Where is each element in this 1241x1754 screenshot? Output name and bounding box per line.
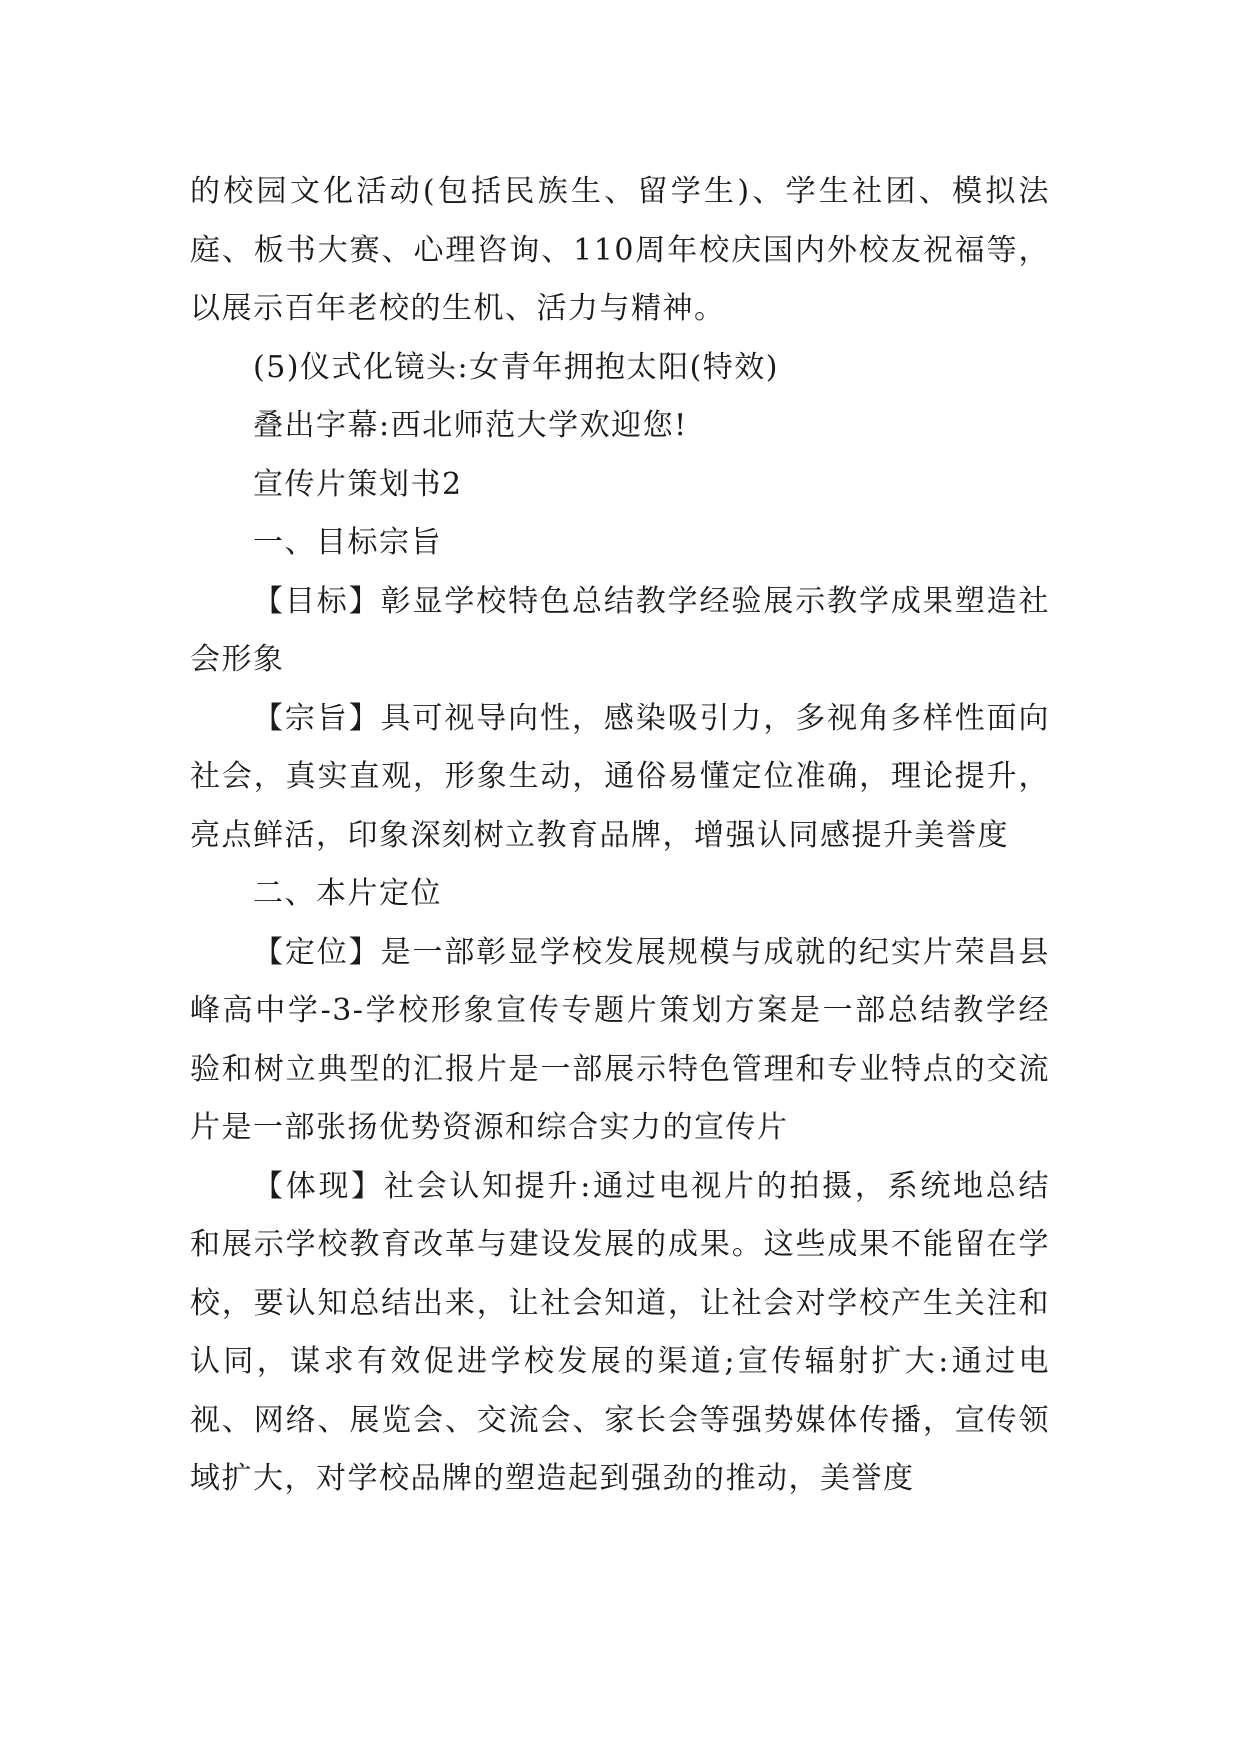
section-title: 宣传片策划书2 (253, 466, 463, 502)
paragraph-embodiment: 【体现】社会认知提升:通过电视片的拍摄，系统地总结和展示学校教育改革与建设发展的成果。这些成果不能留在学校，要认知总结出来，让社会知道，让社会对学校产生关注和认同，谋求有效促进学校发展的渠道;宣传辐射扩大:通过电视、网络、展览会、交流会、家长会等强势媒体传播，宣传领域扩大，对学校品牌的塑造起到强劲的推动，美誉度 (190, 1168, 1050, 1496)
paragraph-ritual-shot: (5)仪式化镜头:女青年拥抱太阳(特效) (253, 349, 780, 385)
document-body (190, 163, 1050, 1509)
paragraph-continuation: 的校园文化活动(包括民族生、留学生)、学生社团、模拟法庭、板书大赛、心理咨询、110周年校庆国内外校友祝福等，以展示百年老校的生机、活力与精神。 (190, 174, 1050, 326)
paragraph-positioning: 【定位】是一部彰显学校发展规模与成就的纪实片荣昌县峰高中学-3-学校形象宣传专题片策划方案是一部总结教学经验和树立典型的汇报片是一部展示特色管理和专业特点的交流片是一部张扬优势资源和综合实力的宣传片 (190, 934, 1050, 1145)
paragraph-subtitle: 叠出字幕:西北师范大学欢迎您! (253, 408, 688, 443)
paragraph-goal: 【目标】彰显学校特色总结教学经验展示教学成果塑造社会形象 (190, 583, 1050, 677)
paragraph-purpose: 【宗旨】具可视导向性，感染吸引力，多视角多样性面向社会，真实直观，形象生动，通俗易懂定位准确，理论提升，亮点鲜活，印象深刻树立教育品牌，增强认同感提升美誉度 (190, 700, 1050, 853)
heading-goal-purpose: 一、目标宗旨 (253, 525, 442, 560)
heading-positioning: 二、本片定位 (253, 876, 442, 911)
